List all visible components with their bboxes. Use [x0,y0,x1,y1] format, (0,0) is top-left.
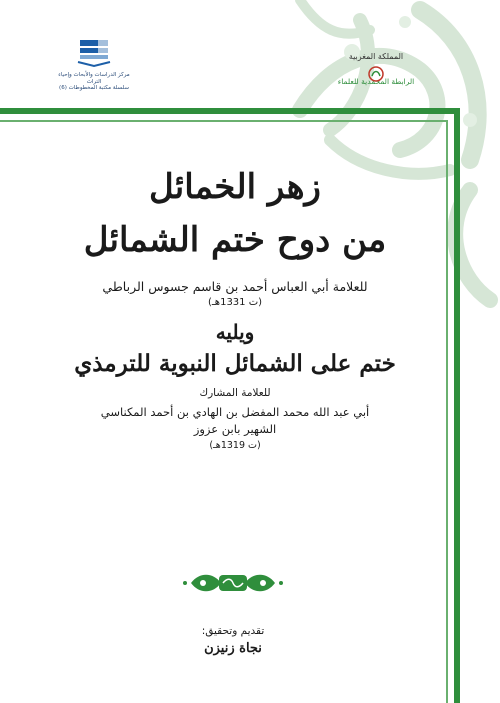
first-author-death: (ت 1331هـ) [207,297,263,308]
second-work-title: ختم على الشمائل النبوية للترمذي [74,350,396,377]
editor-block [160,625,306,656]
frame-top-line [0,108,460,114]
book-title-line2: من دوح ختم الشمائل [83,220,387,260]
publisher-center: مركز الدراسات والأبحاث وإحياء التراث [58,72,130,85]
sponsor-logo [326,52,426,86]
book-stack-icon [74,38,114,68]
followed-by: ويليه [215,320,255,344]
emblem-icon [367,66,385,82]
editor-name: نجاة زنيزن [204,641,262,656]
frame-right-line [454,108,460,703]
second-author-known-as: الشهير بابن عزوز [193,422,277,436]
first-author: للعلامة أبي العباس أحمد بن قاسم جسوس الرباطي [102,279,368,294]
second-author-death: (ت 1319هـ) [209,440,261,451]
sponsor-league: الرابطة المحمدية للعلماء [337,77,415,86]
second-author-name: أبي عبد الله محمد المفضل بن الهادي بن أحمد المكناسي [100,405,370,419]
frame-right-inner-line [446,122,448,703]
sponsor-country: المملكة المغربية [348,52,404,61]
frame-top-inner-line [0,120,448,122]
publisher-series: سلسلة مكتبة المخطوطات (6) [59,85,129,92]
ornament-divider-icon [183,568,283,598]
editor-label: تقديم وتحقيق: [201,625,265,637]
title-block [30,165,440,451]
book-title-line1: زهر الخمائل [149,167,321,207]
publisher-logo [52,38,136,92]
second-author-label: للعلامة المشارك [199,387,271,399]
